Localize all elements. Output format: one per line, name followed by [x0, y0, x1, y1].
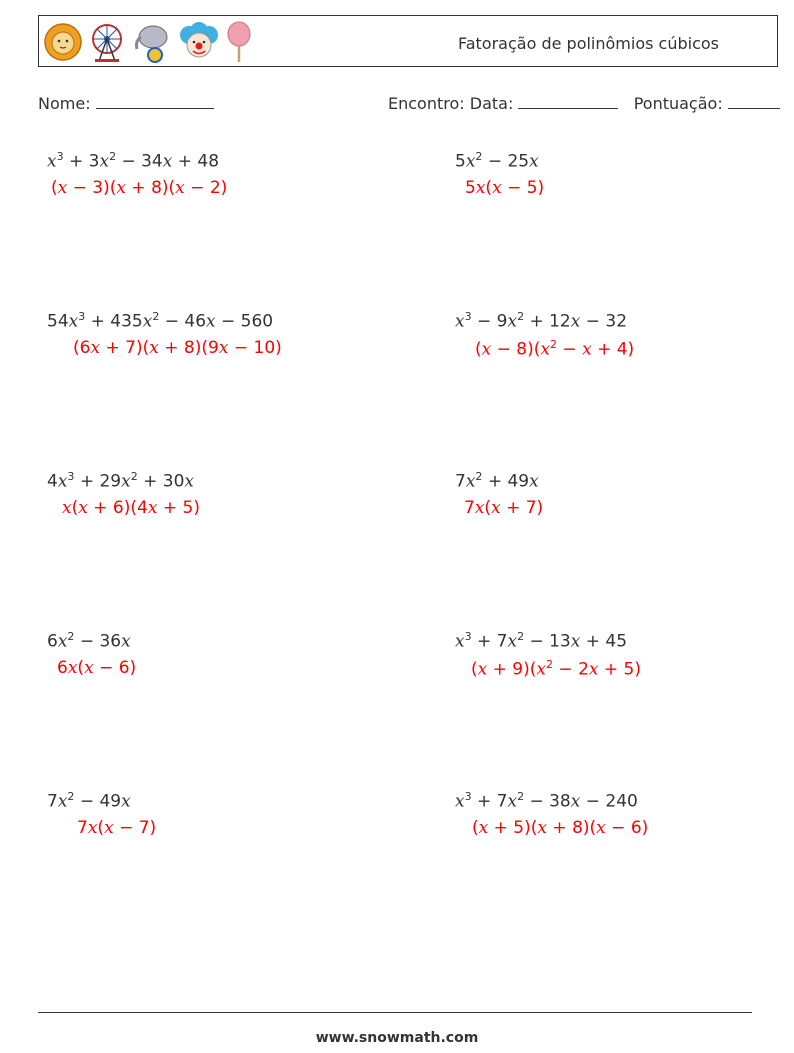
- problem-answer: 6x(x − 6): [57, 657, 137, 678]
- page-title: Fatoração de polinômios cúbicos: [457, 34, 719, 53]
- problem-item: [47, 470, 200, 518]
- cotton-candy-icon: [225, 21, 253, 63]
- problem-item: [47, 150, 227, 198]
- problem-answer: x(x + 6)(4x + 5): [62, 497, 200, 518]
- meeting-field: [388, 94, 780, 113]
- problem-answer: (x − 3)(x + 8)(x − 2): [51, 177, 228, 198]
- problem-answer: $(x - 8)(x^2 - x + 4)$: [475, 337, 635, 360]
- footer-url: www.snowmath.com: [315, 1030, 479, 1046]
- problem-item: [455, 150, 544, 198]
- problem-item: [455, 310, 634, 359]
- problem-question: $7x^2 - 49x$: [47, 790, 131, 812]
- meeting-date-label: Encontro: Data:: [388, 94, 514, 113]
- problem-item: [47, 790, 156, 838]
- header-box: [38, 15, 778, 67]
- problem-answer: $(x + 9)(x^2 - 2x + 5)$: [471, 657, 642, 680]
- problem-question: $6x^2 - 36x$: [47, 630, 131, 652]
- problem-answer: (x + 5)(x + 8)(x − 6): [472, 817, 649, 838]
- problem-item: [455, 470, 543, 518]
- problem-question: $x^3 - 9x^2 + 12x - 32$: [455, 310, 628, 332]
- problem-question: $7x^2 + 49x$: [455, 470, 539, 492]
- problem-question: $54x^3 + 435x^2 - 46x - 560$: [47, 310, 274, 332]
- problem-item: [47, 630, 136, 678]
- problem-question: $5x^2 - 25x$: [455, 150, 539, 172]
- problem-question: $x^3 + 3x^2 - 34x + 48$: [47, 150, 220, 172]
- problem-answer: (6x + 7)(x + 8)(9x − 10): [73, 337, 282, 358]
- problem-question: $x^3 + 7x^2 - 13x + 45$: [455, 630, 628, 652]
- problem-answer: 5x(x − 5): [465, 177, 545, 198]
- clown-icon: [179, 21, 219, 63]
- lion-icon: [43, 21, 83, 63]
- problem-item: [455, 630, 641, 679]
- problem-item: [47, 310, 282, 358]
- elephant-icon: [131, 21, 173, 63]
- score-label: Pontuação:: [633, 94, 723, 113]
- footer-divider: [38, 1012, 752, 1013]
- ferris-wheel-icon: [89, 21, 125, 63]
- score-blank[interactable]: [728, 94, 780, 109]
- name-label: Nome:: [38, 94, 91, 113]
- problem-question: $4x^3 + 29x^2 + 30x$: [47, 470, 194, 492]
- header-icons: [43, 20, 253, 64]
- name-field: [38, 94, 214, 113]
- date-blank[interactable]: [518, 94, 618, 109]
- problem-question: $x^3 + 7x^2 - 38x - 240$: [455, 790, 638, 812]
- problem-item: [455, 790, 648, 838]
- problem-answer: 7x(x + 7): [464, 497, 544, 518]
- problem-answer: 7x(x − 7): [77, 817, 157, 838]
- name-blank[interactable]: [96, 94, 214, 109]
